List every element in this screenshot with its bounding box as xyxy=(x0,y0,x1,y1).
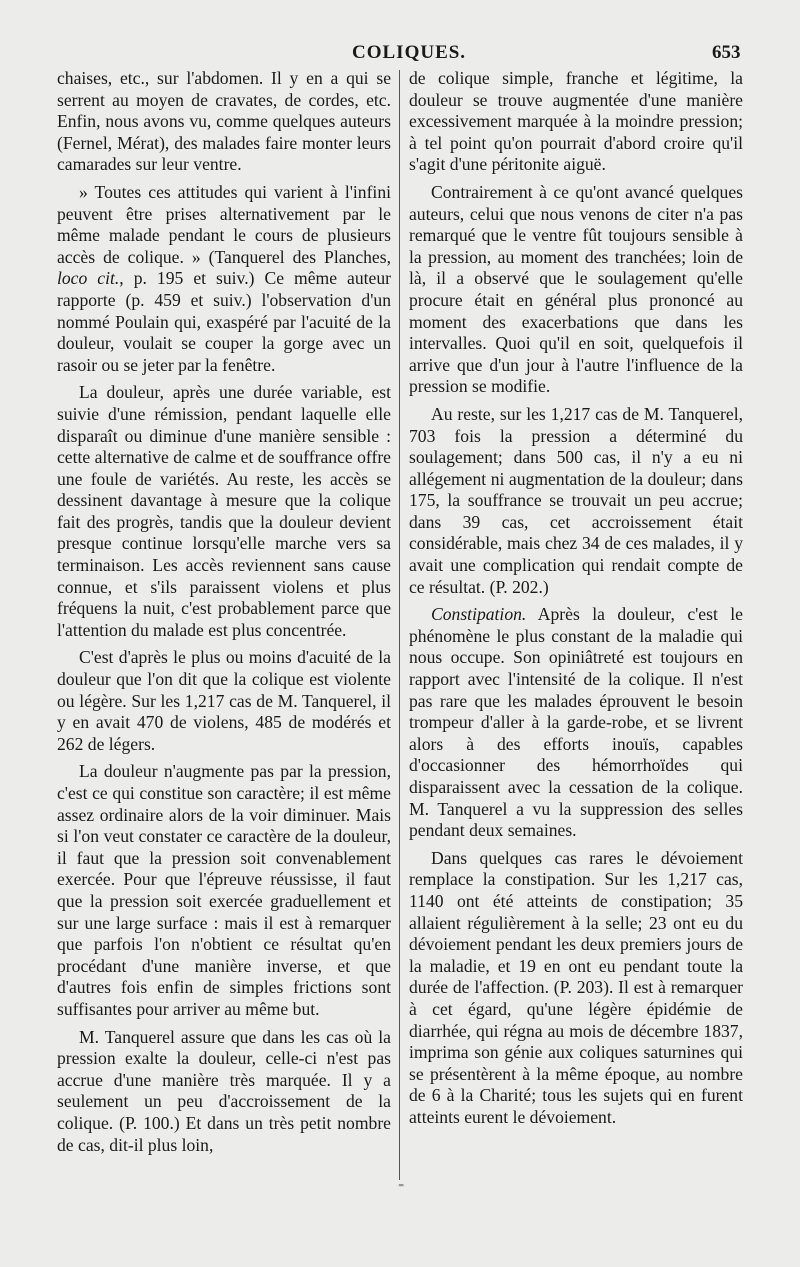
left-paragraph-2-end: , p. 195 et suiv.) Ce même auteur rapporte (p. 459 et suiv.) l'observation d'un nommé Poulain qui, exaspéré par l'acuité de la douleur, voulait se couper la gorge avec un rasoir ou se jeter par la fenêtre. xyxy=(57,268,391,375)
left-paragraph-2 xyxy=(57,182,391,376)
left-paragraph-6: M. Tanquerel assure que dans les cas où la pression exalte la douleur, celle-ci n'est pas accrue d'une manière très marquée. Il y a seulement un peu d'accroissement de la colique. (P. 100.) Et dans un très petit nombre de cas, dit-il plus loin, xyxy=(57,1026,391,1155)
left-paragraph-2-start: » Toutes ces attitudes qui varient à l'infini peuvent être prises alternativement par le même malade pendant le cours de plusieurs accès de colique. » (Tanquerel des Planches, xyxy=(57,181,391,267)
right-paragraph-3: Au reste, sur les 1,217 cas de M. Tanquerel, 703 fois la pression a déterminé du soulagement; dans 500 cas, il n'y a eu ni allégement ni augmentation de la douleur; dans 175, la souffrance se trouvait un peu accrue; dans 39 cas, cet accroissement était considérable, mais chez 34 de ces malades, il y avait une complication qui rendait compte de ce résultat. (P. 202.) xyxy=(409,403,743,597)
left-paragraph-4: C'est d'après le plus ou moins d'acuité de la douleur que l'on dit que la colique est violente ou légère. Sur les 1,217 cas de M. Tanquerel, il y en avait 470 de violens, 485 de modérés et 262 de légers. xyxy=(57,647,391,754)
running-head: COLIQUES. xyxy=(352,42,467,63)
left-paragraph-5: La douleur n'augmente pas par la pression, c'est ce qui constitue son caractère; il est même assez ordinaire alors de la voir diminuer. Mais si l'on veut constater ce caractère de la douleur, il faut que la pression soit convenablement exercée. Pour que l'épreuve réussisse, il faut que la pression soit exercée graduellement et sur une large surface : mais il est à remarquer que parfois l'on n'obtient ce résultat qu'en procédant d'une manière inverse, et que d'autres fois enfin de simples frictions sont suffisantes pour arriver au même but. xyxy=(57,761,391,1019)
left-paragraph-3: La douleur, après une durée variable, est suivie d'une rémission, pendant laquelle elle disparaît ou diminue d'une manière sensible : cette alternative de calme et de souffrance offre une foule de variétés. Au reste, les accès se dessinent davantage à mesure que la colique fait des progrès, tandis que la douleur devient presque continue lorsqu'elle marche vers sa terminaison. Les accès reviennent sans cause connue, et s'ils paraissent violens et plus fréquens la nuit, c'est probablement parce que l'attention du malade est plus concentrée. xyxy=(57,382,391,640)
right-paragraph-5: Dans quelques cas rares le dévoiement remplace la constipation. Sur les 1,217 cas, 1140 ont été atteints de constipation; 35 allaient régulièrement à la selle; 23 ont eu du dévoiement pendant les deux premiers jours de la maladie, et 19 en ont eu pendant toute la durée de l'affection. (P. 203). Il est à remarquer à cet égard, qu'une légère épidémie de diarrhée, qui régna au mois de décembre 1837, imprima son génie aux coliques saturnines qui se présentèrent à la même époque, au nombre de 6 à la Charité; tous les sujets qui en furent atteints eurent le dévoiement. xyxy=(409,847,743,1127)
right-paragraph-2: Contrairement à ce qu'ont avancé quelques auteurs, celui que nous venons de citer n'a pas remarqué que le ventre fût toujours sensible à la pression, au moment des tranchées; loin de là, il a observé que le soulagement qu'elle procure était en général plus prononcé au moment des exacerbations que dans les intervalles. Quoi qu'il en soit, quelquefois il arrive que d'un jour à l'autre l'influence de la pression se modifie. xyxy=(409,181,743,397)
right-paragraph-1: de colique simple, franche et légitime, la douleur se trouve augmentée d'une manière excessivement marquée à la moindre pression; à tel point qu'on pourrait d'abord croire qu'il s'agit d'une péritonite aiguë. xyxy=(409,68,743,175)
column-divider xyxy=(399,70,400,1180)
right-paragraph-4 xyxy=(409,604,743,842)
left-column xyxy=(57,68,391,1156)
citation-italic: loco cit. xyxy=(57,268,120,289)
right-paragraph-4-text: Après la douleur, c'est le phénomène le plus constant de la maladie qui nous occupe. Son opiniâtreté est toujours en rapport avec l'intensité de la colique. Il n'est pas rare que les malades éprouvent le besoin trompeur d'aller à la garde-robe, et se livrent alors à des efforts inouïs, capables d'occasionner des hémorrhoïdes qui disparaissent avec la cessation de la colique. M. Tanquerel a vu la suppression des selles pendant deux semaines. xyxy=(409,604,743,841)
right-column xyxy=(409,68,743,1129)
page-header xyxy=(0,42,800,68)
left-paragraph-1: chaises, etc., sur l'abdomen. Il y en a qui se serrent au moyen de cravates, de cordes, etc. Enfin, nous avons vu, comme quelques auteurs (Fernel, Mérat), des malades faire monter leurs camarades sur leur ventre. xyxy=(57,68,391,175)
section-heading-italic: Constipation. xyxy=(431,604,527,625)
bottom-mark: ⁼ xyxy=(398,1180,405,1194)
page-number: 653 xyxy=(712,42,741,63)
